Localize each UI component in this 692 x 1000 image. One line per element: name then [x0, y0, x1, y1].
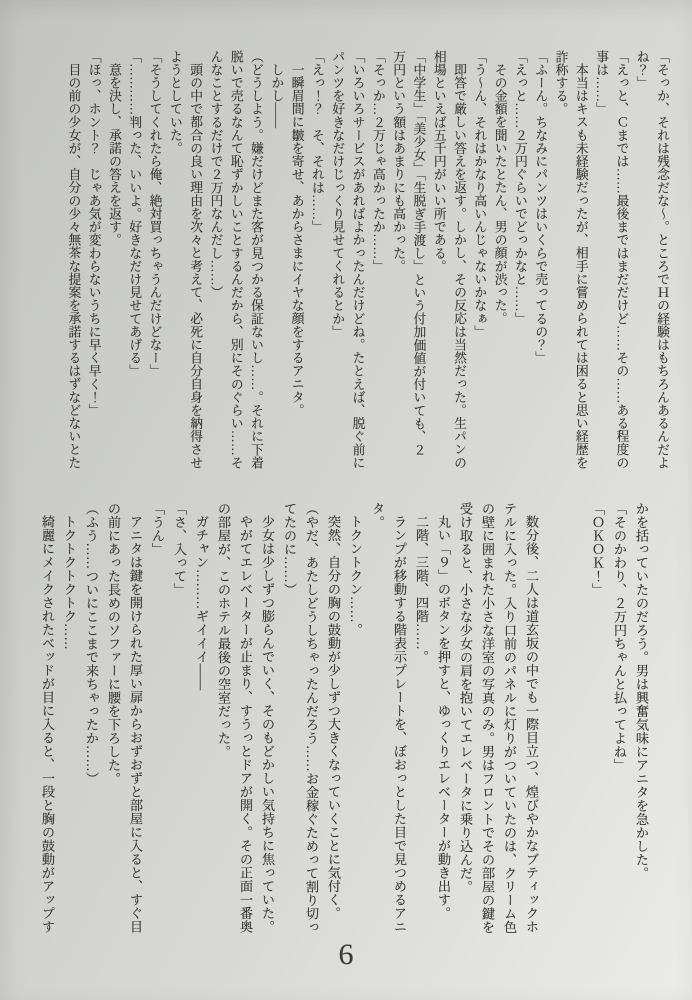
text-line: んなことするだけで２万円なんだし……） [208, 50, 223, 299]
text-line: 「さ、入って」 [172, 502, 187, 597]
text-line: 数分後、二人は道玄坂の中でも一際目立つ、煌びやかなブティックホ [524, 515, 539, 934]
text-line: テルに入った。入り口前のパネルに灯りがついていたのは、クリーム色 [502, 502, 517, 934]
text-line: 少女は少しずつ膨らんでいく、そのもどかしい気持ちに焦っていた。 [260, 515, 275, 934]
text-line: 詐称する。 [553, 50, 568, 116]
text-line: 「そうしてくれたら俺、絶対買っちゃうんだけどなー」 [147, 50, 162, 378]
text-line: 「ＯＫＯＫ！」 [590, 502, 605, 597]
text-line: の壁に囲まれた小さな洋室の写真のみ。男はフロントでその部屋の鍵を [480, 502, 495, 934]
text-line: タ。 [370, 502, 385, 529]
text-line: 「そっか…２万じゃ高かったか……」 [370, 50, 385, 273]
text-line: トクトクトクトク…… [62, 515, 77, 651]
text-line: の前にあった長めのソファーに腰を下ろした。 [106, 502, 121, 786]
scene-break-spacer [564, 502, 586, 938]
novel-text-block-bottom [36, 502, 652, 938]
text-line: 「そっか、それは残念だな～。ところでＨの経験はもちろんあるんだよ [655, 50, 669, 470]
text-line: 「中学生」「美少女」「生脱ぎ手渡し」という付加価値が付いても、２ [411, 50, 426, 457]
text-line: 意を決し、承諾の答えを返す。 [106, 62, 121, 247]
text-line: 万円という額はあまりにも高かった。 [391, 50, 406, 273]
text-line: トクントクン……。 [348, 515, 363, 637]
text-line: 「う～ん、それはかなり高いんじゃないかなぁ」 [472, 50, 487, 339]
text-line: ガチャン………ギイイイ―― [194, 515, 209, 691]
page-number: 6 [338, 938, 354, 971]
text-line: 「えっと……２万円ぐらいでどっかなと……」 [512, 50, 527, 326]
text-line: 相場といえば五千円がいい所である。 [431, 50, 446, 273]
text-line: 突然、自分の胸の鼓動が少しずつ大きくなっていくことに気付く。 [326, 515, 341, 921]
text-line: ようとしていた。 [167, 50, 182, 155]
text-line: 二階、三階、四階……。 [414, 515, 429, 664]
text-line: ね？」 [634, 50, 649, 90]
text-line: その金額を聞いたとたん、男の顔が渋った。 [492, 62, 507, 325]
text-line: かを括っていたのだろう。男は興奮気味にアニタを急かした。 [634, 502, 649, 880]
text-line: 事は……」 [594, 50, 609, 116]
text-line: 丸い「９」のボタンを押すと、ゆっくりエレベーターが動き出す。 [436, 515, 451, 921]
text-line: の部屋が、このホテル最後の空室だった。 [216, 502, 231, 759]
text-line: 一瞬眉間に皺を寄せ、あからさまにイヤな顔をするアニタ。 [289, 62, 304, 417]
scene-break-spacer [542, 502, 564, 938]
text-line: ランプが移動する階表示プレートを、ぼおっとした目で見つめるアニ [392, 515, 407, 934]
text-line: アニタは鍵を開けられた厚い扉からおずおずと部屋に入ると、すぐ目 [128, 515, 143, 934]
text-line: てたのに……） [282, 502, 297, 597]
text-line: （ふう……ついにここまで来ちゃったか……） [84, 502, 99, 786]
text-line: 「うん」 [150, 502, 165, 556]
text-line: 受け取ると、小さな少女の肩を抱いてエレベータに乗り込んだ。 [458, 502, 473, 894]
novel-text-block-top [63, 50, 672, 472]
text-line: 「えっと、Ｃまでは……最後まではまだだけど……その……ある程度の [614, 50, 629, 470]
text-line: 綺麗にメイクされたベッドが目に入ると、一段と胸の鼓動がアップす [40, 515, 55, 934]
text-line: 本当はキスも未経験だったが、相手に嘗められては困ると思い経歴を [573, 62, 588, 469]
text-line: （やだ、あたしどうしちゃったんだろう……お金稼ぐためって割り切っ [304, 502, 319, 934]
text-line: 目の前の少女が、自分の少々無茶な提案を承諾するはずなどないとた [66, 62, 81, 469]
text-line: しかし―― [269, 62, 284, 129]
text-line: 脱いで売るなんて恥ずかしいことするんだから、別にそのぐらい……そ [228, 50, 243, 470]
text-line: 「いろいろサービスがあればよかったんだけどね。たとえば、脱ぐ前に [350, 50, 365, 470]
text-line: 「ふーん。ちなみにパンツはいくらで売ってるの？」 [533, 50, 548, 365]
text-line: やがてエレベーターが止まり、すうっとドアが開く。その正面一番奥 [238, 515, 253, 934]
text-line: パンツを好きなだけじっくり見せてくれるとか」 [330, 50, 345, 339]
text-line: 「ほっ、ホント？ じゃあ気が変わらないうちに早く早く！」 [86, 50, 101, 417]
text-line: 「えっ！？ そ、それは……」 [309, 50, 324, 234]
text-line: 「そのかわり、２万円ちゃんと払ってよね」 [612, 502, 627, 772]
text-line: （どうしよう。嫌だけどまた客が見つかる保証ないし……。それに下着 [249, 50, 264, 470]
text-line: 即答で厳しい答えを返す。しかし、その反応は当然だった。生パンの [452, 62, 467, 469]
text-line: 頭の中で都合の良い理由を次々と考えて、必死に自分自身を納得させ [188, 62, 203, 469]
text-line: 「…………判った、いいよ。好きなだけ見せてあげる」 [127, 50, 142, 378]
